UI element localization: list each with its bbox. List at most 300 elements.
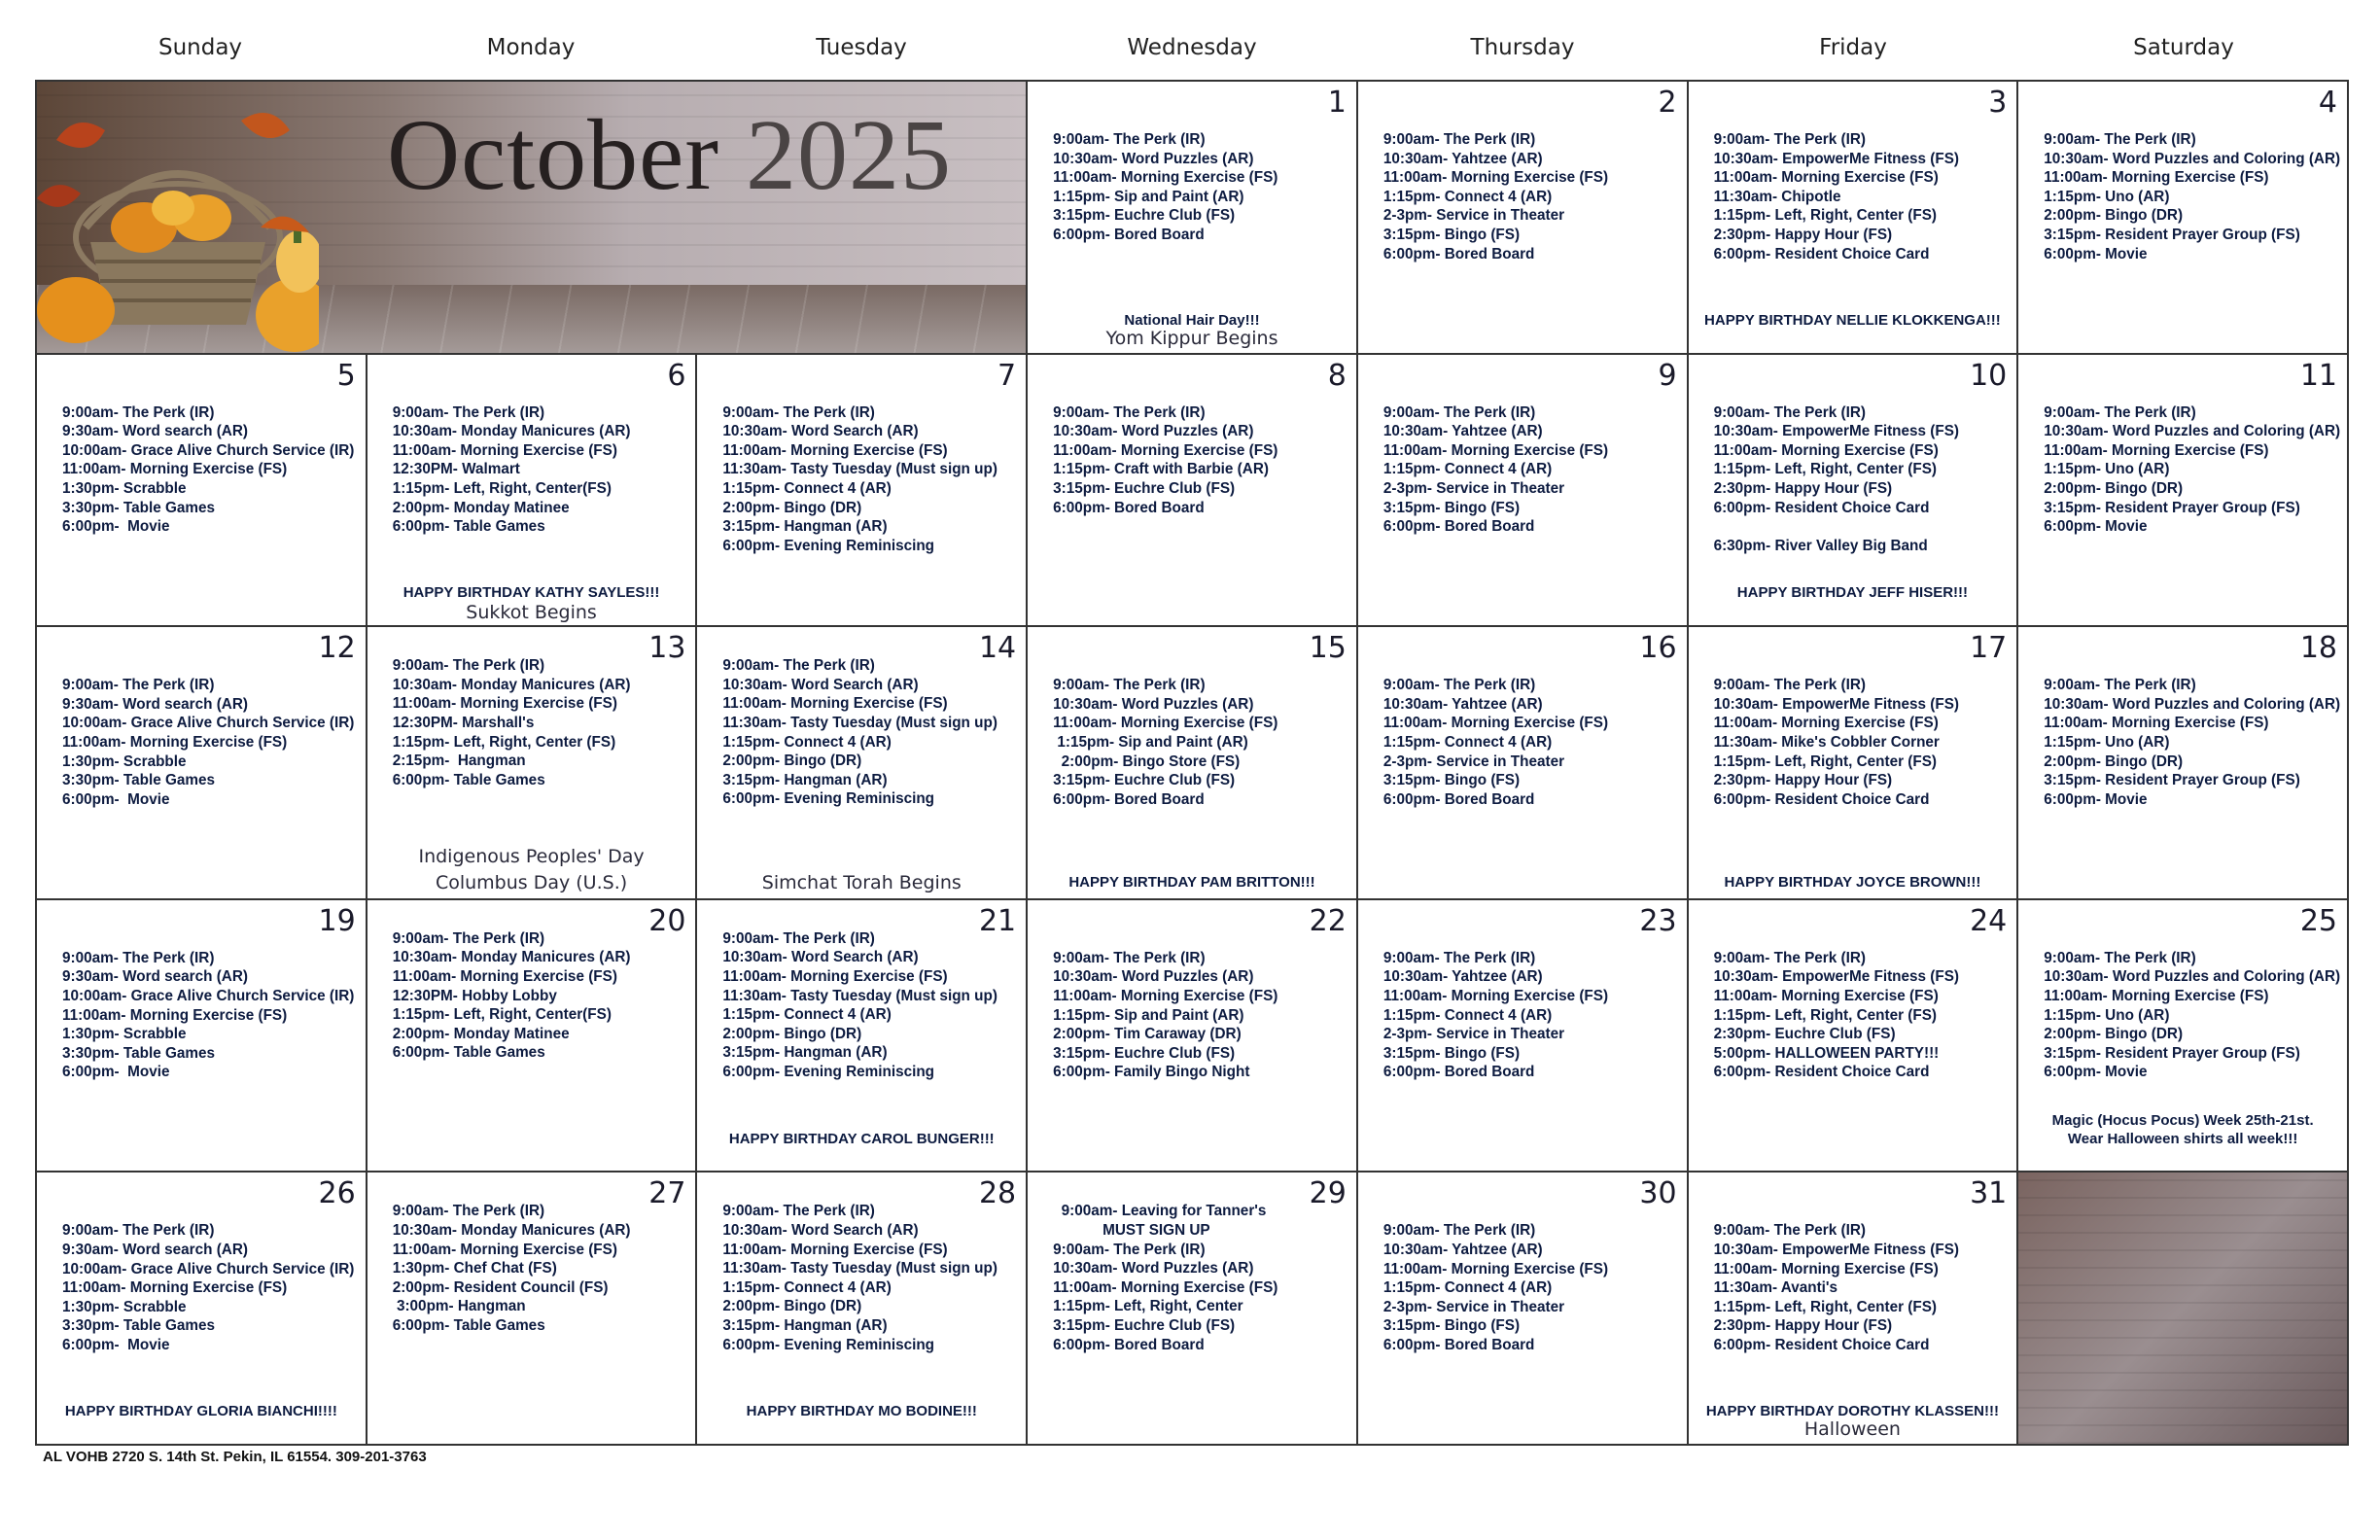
event-list [1714, 403, 2013, 556]
event-item: 6:00pm- Movie [2044, 518, 2148, 536]
event-item: 2-3pm- Service in Theater [1382, 207, 1565, 225]
day-cell [37, 355, 368, 628]
event-item: 10:00am- Grace Alive Church Service (IR) [62, 441, 355, 459]
day-number: 4 [2318, 86, 2337, 120]
day-cell [1358, 1172, 1689, 1446]
event-item: 10:30am- Monday Manicures (AR) [392, 949, 631, 966]
event-item: 3:15pm- Euchre Club (FS) [1053, 772, 1236, 789]
event-item: 9:00am- The Perk (IR) [392, 929, 545, 947]
event-item: 11:00am- Morning Exercise (FS) [2044, 441, 2269, 459]
event-item: 1:15pm- Sip and Paint (AR) [1053, 733, 1248, 751]
event-item: 6:00pm- Bored Board [1053, 226, 1205, 243]
day-cell [1358, 355, 1689, 628]
holiday-label: Sukkot Begins [466, 601, 597, 623]
event-item: 10:30am- Word Search (AR) [722, 423, 919, 440]
event-item: 1:15pm- Uno (AR) [2044, 461, 2170, 478]
event-item: 9:00am- The Perk (IR) [1053, 403, 1206, 421]
event-item: 11:00am- Morning Exercise (FS) [392, 1241, 617, 1258]
day-number: 10 [1970, 358, 2008, 393]
event-item: 11:00am- Morning Exercise (FS) [62, 1006, 288, 1024]
event-item: 9:00am- The Perk (IR) [2044, 949, 2196, 966]
event-item: 1:30pm- Scrabble [62, 479, 187, 497]
holiday-label: Halloween [1803, 1418, 1901, 1441]
event-item: 1:15pm- Connect 4 (AR) [1382, 188, 1553, 205]
event-item: 11:00am- Morning Exercise (FS) [1053, 1278, 1278, 1296]
event-item: 1:15pm- Left, Right, Center (FS) [1713, 461, 1938, 478]
event-item: 11:00am- Morning Exercise (FS) [1382, 169, 1609, 187]
event-item: 9:00am- The Perk (IR) [1382, 403, 1536, 421]
event-item: 6:00pm- Movie [62, 1064, 170, 1081]
event-item: 3:15pm- Resident Prayer Group (FS) [2044, 772, 2300, 789]
day-number: 24 [1970, 903, 2008, 938]
event-item: 9:00am- The Perk (IR) [2044, 677, 2196, 694]
event-item: 9:00am- The Perk (IR) [722, 403, 875, 421]
event-item: 1:15pm- Left, Right, Center (FS) [392, 733, 616, 751]
event-item: 11:00am- Morning Exercise (FS) [722, 967, 948, 985]
event-item: 1:15pm- Uno (AR) [2044, 188, 2170, 205]
day-number: 5 [336, 358, 356, 393]
event-list [1383, 130, 1683, 263]
day-number: 17 [1970, 631, 2008, 666]
day-number: 16 [1639, 631, 1677, 666]
month-name: October [387, 99, 719, 211]
event-item: 9:00am- The Perk (IR) [1053, 677, 1206, 694]
special-note: HAPPY BIRTHDAY JOYCE BROWN!!! [1724, 874, 1981, 892]
event-list [393, 403, 692, 537]
event-item: 3:15pm- Resident Prayer Group (FS) [2044, 1044, 2300, 1062]
day-cell [368, 355, 698, 628]
event-item: 11:00am- Morning Exercise (FS) [1053, 169, 1278, 187]
event-item: 2:00pm- Tim Caraway (DR) [1053, 1026, 1242, 1043]
event-item: 10:30am- Word Puzzles (AR) [1053, 423, 1254, 440]
event-item: 9:00am- The Perk (IR) [392, 403, 545, 421]
event-item: 2:30pm- Happy Hour (FS) [1713, 772, 1893, 789]
event-list [722, 1202, 1022, 1354]
event-list [393, 1202, 692, 1335]
event-item: 6:00pm- Evening Reminiscing [722, 1336, 935, 1353]
day-number: 15 [1309, 631, 1347, 666]
day-cell [1689, 627, 2019, 900]
event-list [2044, 949, 2343, 1082]
event-list [393, 929, 692, 1063]
day-cell [1689, 82, 2019, 355]
event-item: 6:00pm- Movie [2044, 790, 2148, 808]
event-item: 2:00pm- Bingo (DR) [722, 499, 862, 516]
event-item: 1:15pm- Connect 4 (AR) [722, 1278, 892, 1296]
event-item: 6:00pm- Bored Board [1053, 1336, 1205, 1353]
event-item: 11:00am- Morning Exercise (FS) [1053, 441, 1278, 459]
event-item: 2:00pm- Bingo (DR) [2044, 1026, 2184, 1043]
event-item: 5:00pm- HALLOWEEN PARTY!!! [1713, 1044, 1940, 1062]
event-item: 12:30PM- Walmart [392, 461, 520, 478]
event-item: 11:00am- Morning Exercise (FS) [1053, 987, 1278, 1004]
event-item: 3:15pm- Hangman (AR) [722, 771, 888, 788]
event-item: 11:30am- Chipotle [1713, 188, 1841, 205]
event-item: 1:15pm- Connect 4 (AR) [1382, 733, 1553, 751]
event-list [393, 656, 692, 789]
event-item: 1:15pm- Left, Right, Center (FS) [1713, 752, 1938, 770]
event-list [1053, 1202, 1352, 1354]
event-item: 3:15pm- Bingo (FS) [1382, 772, 1521, 789]
event-item: 6:00pm- Table Games [392, 1316, 545, 1334]
event-item: 10:30am- Word Puzzles (AR) [1053, 150, 1254, 167]
day-cell [1028, 82, 1358, 355]
day-cell [697, 1172, 1028, 1446]
day-number: 30 [1639, 1176, 1677, 1211]
event-item: 3:30pm- Table Games [62, 772, 215, 789]
event-item: 12:30PM- Marshall's [392, 714, 535, 731]
event-item: 2:30pm- Happy Hour (FS) [1713, 1317, 1893, 1335]
day-number: 7 [998, 358, 1017, 393]
event-item: 10:30am- EmpowerMe Fitness (FS) [1713, 150, 1960, 167]
event-item: 6:00pm- Table Games [392, 518, 545, 536]
event-item: 9:00am- Leaving for Tanner's [1053, 1203, 1267, 1220]
event-item: 9:00am- The Perk (IR) [1053, 1241, 1206, 1258]
day-cell [368, 900, 698, 1173]
day-cell [2018, 355, 2349, 628]
event-item: 10:30am- Word Puzzles (AR) [1053, 968, 1254, 986]
weekday-sunday: Sunday [158, 35, 243, 60]
day-cell [697, 900, 1028, 1173]
event-item: 10:30am- Yahtzee (AR) [1382, 968, 1543, 986]
event-item: 1:15pm- Craft with Barbie (AR) [1053, 461, 1269, 478]
event-item: 3:15pm- Euchre Club (FS) [1053, 207, 1236, 225]
day-number: 6 [667, 358, 686, 393]
weekday-tuesday: Tuesday [816, 35, 907, 60]
event-item: 10:30am- Word Puzzles and Coloring (AR) [2044, 423, 2341, 440]
event-item: 9:00am- The Perk (IR) [1053, 949, 1206, 966]
month-title [387, 97, 952, 213]
special-note: HAPPY BIRTHDAY GLORIA BIANCHI!!!! [64, 1403, 337, 1420]
event-item: 2-3pm- Service in Theater [1382, 1298, 1565, 1315]
holiday-label: Yom Kippur Begins [1105, 328, 1278, 349]
event-item: 6:00pm- Family Bingo Night [1053, 1064, 1250, 1081]
event-item: 9:00am- The Perk (IR) [2044, 131, 2196, 148]
event-item: 6:00pm- Bored Board [1053, 499, 1205, 516]
event-item: 2:00pm- Bingo (DR) [722, 752, 862, 770]
event-item: 1:15pm- Connect 4 (AR) [722, 733, 892, 751]
event-item: 9:00am- The Perk (IR) [62, 677, 215, 694]
day-number: 23 [1639, 903, 1677, 938]
event-item: 6:00pm- Resident Choice Card [1713, 790, 1930, 808]
event-item: 6:00pm- Bored Board [1382, 518, 1535, 536]
event-item: 9:30am- Word search (AR) [62, 695, 248, 713]
weekday-header-row [35, 35, 2349, 74]
event-item: 11:30am- Tasty Tuesday (Must sign up) [722, 1260, 998, 1278]
event-item: 2:30pm- Euchre Club (FS) [1713, 1026, 1896, 1043]
blank-decorative-cell [2018, 1172, 2349, 1446]
event-item: 1:15pm- Sip and Paint (AR) [1053, 188, 1244, 205]
day-number: 18 [2299, 631, 2337, 666]
event-item: 1:30pm- Scrabble [62, 752, 187, 770]
event-item: 9:00am- The Perk (IR) [62, 403, 215, 421]
event-item: 9:00am- The Perk (IR) [392, 657, 545, 675]
event-item: 6:00pm- Resident Choice Card [1713, 499, 1930, 516]
event-list [2044, 403, 2343, 537]
event-item: 6:00pm- Bored Board [1382, 1336, 1535, 1353]
event-item: 1:15pm- Uno (AR) [2044, 733, 2170, 751]
event-item: 1:15pm- Connect 4 (AR) [722, 1006, 892, 1024]
day-cell [1689, 355, 2019, 628]
day-number: 26 [318, 1176, 356, 1211]
day-cell [697, 355, 1028, 628]
weekday-friday: Friday [1819, 35, 1887, 60]
day-number: 29 [1309, 1176, 1347, 1211]
day-number: 2 [1658, 86, 1677, 120]
special-note: HAPPY BIRTHDAY CAROL BUNGER!!! [728, 1130, 995, 1147]
event-item: 2:00pm- Bingo (DR) [2044, 752, 2184, 770]
event-item: MUST SIGN UP [1053, 1221, 1210, 1239]
event-item: 6:00pm- Movie [62, 518, 170, 536]
event-item: 3:30pm- Table Games [62, 1317, 215, 1335]
event-item: 11:30am- Tasty Tuesday (Must sign up) [722, 987, 998, 1004]
event-item: 6:00pm- Table Games [392, 771, 545, 788]
event-item: 6:00pm- Resident Choice Card [1713, 1336, 1930, 1353]
event-item: 10:30am- Yahtzee (AR) [1382, 1241, 1543, 1258]
event-item: 10:30am- EmpowerMe Fitness (FS) [1713, 968, 1960, 986]
event-item: 10:30am- Monday Manicures (AR) [392, 423, 631, 440]
event-item: 6:00pm- Evening Reminiscing [722, 537, 935, 554]
calendar-grid [35, 80, 2349, 1446]
event-item: 11:00am- Morning Exercise (FS) [1713, 715, 1939, 732]
event-item: 6:30pm- River Valley Big Band [1713, 537, 1928, 554]
event-item: 2-3pm- Service in Theater [1382, 479, 1565, 497]
event-item: 3:30pm- Table Games [62, 1044, 215, 1062]
event-list [722, 656, 1022, 809]
event-item: 11:00am- Morning Exercise (FS) [722, 695, 948, 713]
event-item: 6:00pm- Bored Board [1382, 245, 1535, 262]
event-item: 11:00am- Morning Exercise (FS) [1382, 1260, 1609, 1278]
event-list [2044, 676, 2343, 809]
event-item: 10:30am- EmpowerMe Fitness (FS) [1713, 1241, 1960, 1258]
day-cell [1358, 82, 1689, 355]
special-note: HAPPY BIRTHDAY JEFF HISER!!! [1736, 583, 1969, 601]
event-item: 2:00pm- Bingo (DR) [2044, 479, 2184, 497]
event-item: 9:00am- The Perk (IR) [1713, 677, 1866, 694]
event-item: 1:15pm- Connect 4 (AR) [1382, 1006, 1553, 1024]
event-item: 10:30am- Monday Manicures (AR) [392, 676, 631, 693]
day-cell [1358, 627, 1689, 900]
event-item: 9:30am- Word search (AR) [62, 1241, 248, 1258]
event-item: 2:30pm- Happy Hour (FS) [1713, 479, 1893, 497]
event-item: 6:00pm- Movie [62, 790, 170, 808]
event-item: 9:00am- The Perk (IR) [1382, 949, 1536, 966]
day-cell [37, 1172, 368, 1446]
event-item: 3:15pm- Hangman (AR) [722, 518, 888, 536]
event-list [1383, 949, 1683, 1082]
event-item: 3:30pm- Table Games [62, 499, 215, 516]
event-item: 11:30am- Tasty Tuesday (Must sign up) [722, 461, 998, 478]
event-item: 3:15pm- Bingo (FS) [1382, 499, 1521, 516]
event-item: 11:00am- Morning Exercise (FS) [1713, 987, 1939, 1004]
event-item: 9:00am- The Perk (IR) [1713, 131, 1866, 148]
event-item: 11:00am- Morning Exercise (FS) [722, 441, 948, 459]
event-item: 2-3pm- Service in Theater [1382, 752, 1565, 770]
event-list [1714, 130, 2013, 263]
event-list [1714, 676, 2013, 809]
event-item: 11:00am- Morning Exercise (FS) [62, 733, 288, 751]
event-item: 11:00am- Morning Exercise (FS) [2044, 715, 2269, 732]
event-item: 2:00pm- Monday Matinee [392, 1025, 570, 1042]
event-item: 1:30pm- Chef Chat (FS) [392, 1260, 557, 1278]
event-item: 9:00am- The Perk (IR) [62, 949, 215, 966]
event-item: 9:00am- The Perk (IR) [392, 1203, 545, 1220]
event-item: 10:30am- EmpowerMe Fitness (FS) [1713, 695, 1960, 713]
event-item: 3:15pm- Resident Prayer Group (FS) [2044, 499, 2300, 516]
day-cell [1028, 900, 1358, 1173]
event-item: 1:30pm- Scrabble [62, 1026, 187, 1043]
weekday-saturday: Saturday [2133, 35, 2234, 60]
event-list [1053, 949, 1352, 1082]
weekday-wednesday: Wednesday [1127, 35, 1257, 60]
event-item: 6:00pm- Movie [2044, 1064, 2148, 1081]
event-item: 1:15pm- Left, Right, Center (FS) [1713, 1006, 1938, 1024]
event-item: 11:00am- Morning Exercise (FS) [1382, 987, 1609, 1004]
day-cell [368, 1172, 698, 1446]
event-item: 9:00am- The Perk (IR) [722, 929, 875, 947]
event-item: 11:00am- Morning Exercise (FS) [1382, 715, 1609, 732]
event-item: 10:30am- Yahtzee (AR) [1382, 423, 1543, 440]
event-item: 2:00pm- Bingo (DR) [2044, 207, 2184, 225]
event-list [62, 949, 362, 1082]
event-item: 11:00am- Morning Exercise (FS) [2044, 987, 2269, 1004]
event-item: 3:15pm- Resident Prayer Group (FS) [2044, 226, 2300, 243]
event-item: 1:15pm- Left, Right, Center (FS) [1713, 1298, 1938, 1315]
day-cell [697, 627, 1028, 900]
event-list [1053, 130, 1352, 245]
day-cell [2018, 627, 2349, 900]
event-item: 1:15pm- Sip and Paint (AR) [1053, 1006, 1244, 1024]
event-item: 2:00pm- Bingo Store (FS) [1053, 752, 1241, 770]
event-item: 10:00am- Grace Alive Church Service (IR) [62, 1260, 355, 1278]
event-item: 12:30PM- Hobby Lobby [392, 987, 557, 1004]
event-item: 9:00am- The Perk (IR) [1713, 403, 1866, 421]
event-item: 10:30am- Word Puzzles and Coloring (AR) [2044, 695, 2341, 713]
day-number: 1 [1327, 86, 1347, 120]
weekday-thursday: Thursday [1470, 35, 1575, 60]
special-note: Magic (Hocus Pocus) Week 25th-21st. Wear Halloween shirts all week!!! [2051, 1111, 2314, 1147]
day-number: 31 [1970, 1176, 2008, 1211]
event-item: 10:30am- Word Puzzles (AR) [1053, 695, 1254, 713]
event-list [1383, 1221, 1683, 1354]
event-item: 10:30am- Word Search (AR) [722, 949, 919, 966]
event-item: 1:30pm- Scrabble [62, 1298, 187, 1315]
footer-address: AL VOHB 2720 S. 14th St. Pekin, IL 61554. 309-201-3763 [43, 1449, 427, 1465]
event-item: 11:30am- Avanti's [1713, 1279, 1838, 1297]
day-number: 25 [2299, 903, 2337, 938]
event-item: 11:00am- Morning Exercise (FS) [1053, 715, 1278, 732]
event-item: 11:00am- Morning Exercise (FS) [1382, 441, 1609, 459]
day-cell [2018, 900, 2349, 1173]
day-cell [1689, 900, 2019, 1173]
event-item: 6:00pm- Evening Reminiscing [722, 1063, 935, 1080]
event-item: 10:30am- Word Search (AR) [722, 1221, 919, 1239]
event-item: 11:00am- Morning Exercise (FS) [392, 967, 617, 985]
day-number: 28 [978, 1176, 1017, 1211]
special-note: HAPPY BIRTHDAY PAM BRITTON!!! [1068, 874, 1315, 892]
special-note: HAPPY BIRTHDAY NELLIE KLOKKENGA!!! [1704, 312, 2001, 329]
event-item: 6:00pm- Movie [62, 1336, 170, 1353]
special-note: HAPPY BIRTHDAY MO BODINE!!! [746, 1403, 977, 1420]
event-item: 10:30am- EmpowerMe Fitness (FS) [1713, 423, 1960, 440]
day-number: 20 [648, 903, 686, 938]
day-cell [368, 627, 698, 900]
weekday-monday: Monday [486, 35, 576, 60]
event-item: 3:15pm- Bingo (FS) [1382, 1044, 1521, 1062]
event-item: 11:00am- Morning Exercise (FS) [392, 695, 617, 713]
holiday-label: Columbus Day (U.S.) [435, 872, 628, 894]
event-item: 9:00am- The Perk (IR) [1382, 131, 1536, 148]
event-list [1714, 1221, 2013, 1354]
event-item: 1:15pm- Connect 4 (AR) [1382, 461, 1553, 478]
day-cell [37, 900, 368, 1173]
day-number: 3 [1988, 86, 2008, 120]
event-item: 3:15pm- Hangman (AR) [722, 1044, 888, 1062]
special-note: National Hair Day!!! [1124, 312, 1260, 329]
day-number: 9 [1658, 358, 1677, 393]
event-item: 9:00am- The Perk (IR) [1382, 677, 1536, 694]
event-item: 1:15pm- Left, Right, Center [1053, 1298, 1243, 1315]
event-item: 2:00pm- Bingo (DR) [722, 1298, 862, 1315]
event-item: 10:30am- Word Puzzles and Coloring (AR) [2044, 150, 2341, 167]
event-item [1714, 517, 2013, 537]
event-item: 9:00am- The Perk (IR) [1053, 131, 1206, 148]
event-item: 3:00pm- Hangman [392, 1298, 526, 1315]
event-item: 6:00pm- Resident Choice Card [1713, 245, 1930, 262]
event-item: 9:00am- The Perk (IR) [1382, 1222, 1536, 1240]
event-item: 9:30am- Word search (AR) [62, 968, 248, 986]
event-item: 11:00am- Morning Exercise (FS) [2044, 169, 2269, 187]
event-list [722, 403, 1022, 556]
day-number: 12 [318, 631, 356, 666]
pumpkin-basket-icon [37, 82, 319, 354]
event-item: 11:30am- Mike's Cobbler Corner [1713, 733, 1940, 751]
event-list [62, 676, 362, 809]
event-list [2044, 130, 2343, 263]
event-list [62, 1221, 362, 1354]
holiday-label: Simchat Torah Begins [761, 872, 962, 894]
event-item: 3:15pm- Bingo (FS) [1382, 1317, 1521, 1335]
event-item: 11:00am- Morning Exercise (FS) [62, 461, 288, 478]
event-item: 3:15pm- Euchre Club (FS) [1053, 1316, 1236, 1334]
event-list [62, 403, 362, 537]
event-list [1714, 949, 2013, 1082]
event-item: 2:00pm- Bingo (DR) [722, 1025, 862, 1042]
event-item: 2:00pm- Monday Matinee [392, 499, 570, 516]
event-item: 9:00am- The Perk (IR) [1713, 949, 1866, 966]
event-list [1053, 676, 1352, 809]
event-item: 11:00am- Morning Exercise (FS) [722, 1241, 948, 1258]
day-cell [37, 627, 368, 900]
event-item: 10:30am- Word Puzzles and Coloring (AR) [2044, 968, 2341, 986]
event-item: 3:15pm- Euchre Club (FS) [1053, 1044, 1236, 1062]
event-item: 10:30am- Yahtzee (AR) [1382, 695, 1543, 713]
day-number: 8 [1327, 358, 1347, 393]
day-number: 21 [978, 903, 1017, 938]
event-item: 2-3pm- Service in Theater [1382, 1026, 1565, 1043]
event-item: 6:00pm- Bored Board [1382, 790, 1535, 808]
event-item: 3:15pm- Hangman (AR) [722, 1316, 888, 1334]
event-item: 10:30am- Monday Manicures (AR) [392, 1221, 631, 1239]
event-item: 11:00am- Morning Exercise (FS) [392, 441, 617, 459]
event-item: 9:30am- Word search (AR) [62, 423, 248, 440]
day-number: 22 [1309, 903, 1347, 938]
month-banner [37, 82, 1028, 355]
event-item: 2:30pm- Happy Hour (FS) [1713, 226, 1893, 243]
event-item: 11:00am- Morning Exercise (FS) [1713, 1260, 1939, 1278]
event-item: 6:00pm- Bored Board [1053, 790, 1205, 808]
day-cell [1028, 1172, 1358, 1446]
